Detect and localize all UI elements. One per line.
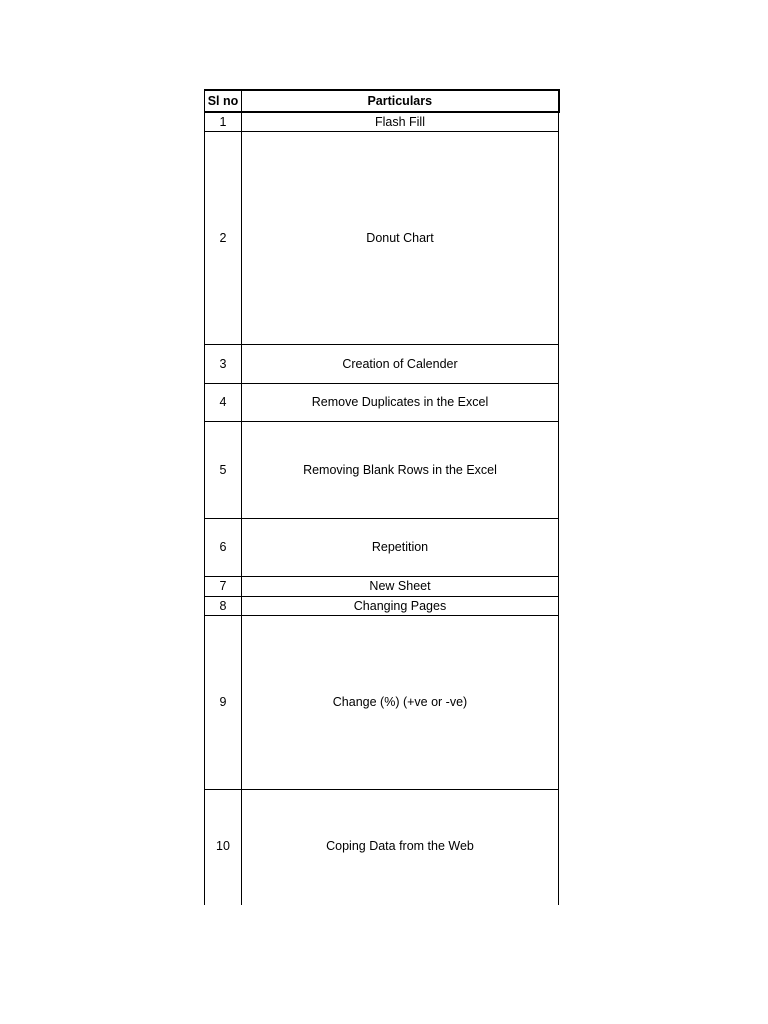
sl-no-cell: 2 [205, 131, 242, 344]
sl-no-cell: 4 [205, 383, 242, 421]
particulars-cell: Creation of Calender [242, 344, 559, 383]
sl-no-text: 10 [216, 838, 230, 853]
table-row [205, 383, 559, 421]
header-sl-no: Sl no [205, 90, 242, 112]
sl-no-cell: 3 [205, 344, 242, 383]
particulars-cell: Repetition [242, 518, 559, 576]
table-row [205, 112, 559, 131]
particulars-cell: Change (%) (+ve or -ve) [242, 615, 559, 789]
header-row [205, 90, 559, 112]
sl-no-cell: 6 [205, 518, 242, 576]
table-row [205, 789, 559, 905]
table-row [205, 576, 559, 596]
particulars-cell: Donut Chart [242, 131, 559, 344]
sl-no-cell: 8 [205, 596, 242, 615]
particulars-cell: Flash Fill [242, 112, 559, 131]
spreadsheet-table-container [204, 89, 558, 905]
sl-no-cell: 1 [205, 112, 242, 131]
particulars-cell: New Sheet [242, 576, 559, 596]
particulars-cell: Removing Blank Rows in the Excel [242, 421, 559, 518]
table-row [205, 518, 559, 576]
sl-no-cell [205, 789, 242, 905]
particulars-cell: Changing Pages [242, 596, 559, 615]
sl-no-cell: 9 [205, 615, 242, 789]
particulars-text: Coping Data from the Web [326, 838, 474, 853]
table-row [205, 596, 559, 615]
table-row [205, 344, 559, 383]
particulars-cell [242, 789, 559, 905]
table-row [205, 131, 559, 344]
sl-no-cell: 7 [205, 576, 242, 596]
sl-no-cell: 5 [205, 421, 242, 518]
particulars-table [204, 89, 560, 905]
table-row [205, 421, 559, 518]
table-row [205, 615, 559, 789]
particulars-cell: Remove Duplicates in the Excel [242, 383, 559, 421]
header-particulars: Particulars [242, 90, 559, 112]
